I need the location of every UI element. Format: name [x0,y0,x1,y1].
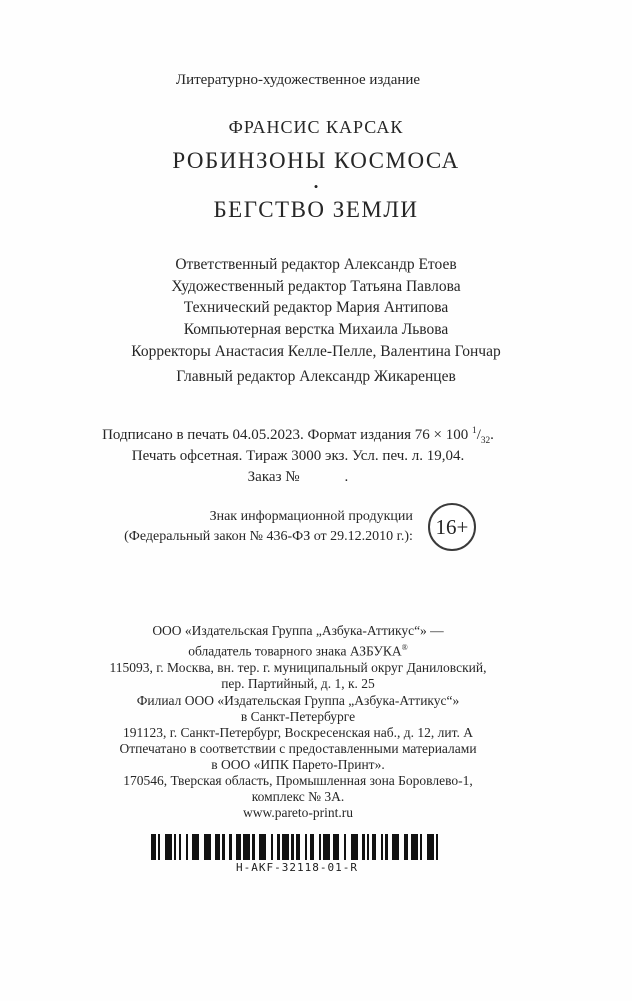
staff-line-technical-editor: Технический редактор Мария Антипова [183,299,449,317]
printer-address-line1: 170546, Тверская область, Промышленная зона Боровлево-1, [123,773,473,788]
age-caption-line2: (Федеральный закон № 436-ФЗ от 29.12.2010 г.): [124,529,413,544]
barcode-bar [259,834,266,860]
age-rating-badge [428,503,476,551]
chief-editor-line: Главный редактор Александр Жикаренцев [176,368,456,385]
registered-trademark-symbol: ® [401,642,408,652]
publisher-address-line2: пер. Партийный, д. 1, к. 25 [221,676,375,691]
barcode-bar [411,834,418,860]
barcode-bar [192,834,199,860]
format-fraction-slash: / [476,427,481,443]
printer-website: www.pareto-print.ru [242,805,354,820]
barcode-bar [323,834,330,860]
staff-line-art-editor: Художественный редактор Татьяна Павлова [171,277,461,295]
barcode-bars [151,834,443,860]
print-date-format-line [0,425,614,446]
branch-name-line: Филиал ООО «Издательская Группа „Азбука-Аттикус“» [136,693,460,708]
print-line1-text: Подписано в печать 04.05.2023. Формат издания 76 × 100 [102,427,473,443]
format-line-period: . [490,427,494,443]
barcode-bar [427,834,434,860]
printer-name-line: в ООО «ИПК Парето-Принт». [211,757,385,772]
printer-block [0,741,614,821]
staff-line-responsible-editor: Ответственный редактор Александр Етоев [175,256,457,273]
print-info-block [0,425,614,488]
barcode-bar [243,834,250,860]
publisher-address-line1: 115093, г. Москва, вн. тер. г. муниципальный округ Даниловский, [109,659,487,675]
trademark-text: обладатель товарного знака АЗБУКА [188,643,402,658]
author-name: ФРАНСИС КАРСАК [228,117,404,137]
staff-line-proofreaders: Корректоры Анастасия Келле-Пелле, Валентина Гончар [131,342,501,360]
barcode-label: H-AKF-32118-01-R [236,861,358,874]
barcode-bar [282,834,289,860]
barcode-block [0,834,613,874]
print-offset-tirazh-line: Печать офсетная. Тираж 3000 экз. Усл. печ. л. 19,04. [131,448,465,464]
book-title-first: РОБИНЗОНЫ КОСМОСА [172,148,460,173]
barcode-bar [165,834,172,860]
branch-city-line: в Санкт-Петербурге [240,709,356,724]
publisher-name-line: ООО «Издательская Группа „Азбука-Аттикус“» — [152,623,444,638]
edition-type-line: Литературно-художественное издание [175,72,421,88]
printer-address-line2: комплекс № 3А. [251,789,345,804]
publisher-block [0,623,614,693]
branch-block [0,693,614,741]
branch-address-line: 191123, г. Санкт-Петербург, Воскресенская наб., д. 12, лит. А [123,725,473,740]
barcode-bar [204,834,211,860]
title-separator-dot: • [313,179,319,194]
printer-materials-line: Отпечатано в соответствии с предоставленными материалами [119,741,477,756]
barcode-bar [333,834,340,860]
barcode-gap [438,834,443,860]
format-fraction-numerator: 1 [472,426,477,436]
age-mark-row [0,503,616,551]
barcode-bar [392,834,399,860]
order-number-line: Заказ № . [247,469,349,485]
age-mark-caption [124,507,413,547]
staff-block [0,254,632,363]
age-rating-label: 16+ [435,514,469,539]
format-fraction-denominator: 32 [480,436,491,446]
trademark-line [0,640,614,660]
staff-line-layout: Компьютерная верстка Михаила Львова [183,321,449,339]
age-caption-line1: Знак информационной продукции [209,509,413,524]
barcode-bar [351,834,358,860]
book-title-second: БЕГСТВО ЗЕМЛИ [213,197,419,222]
